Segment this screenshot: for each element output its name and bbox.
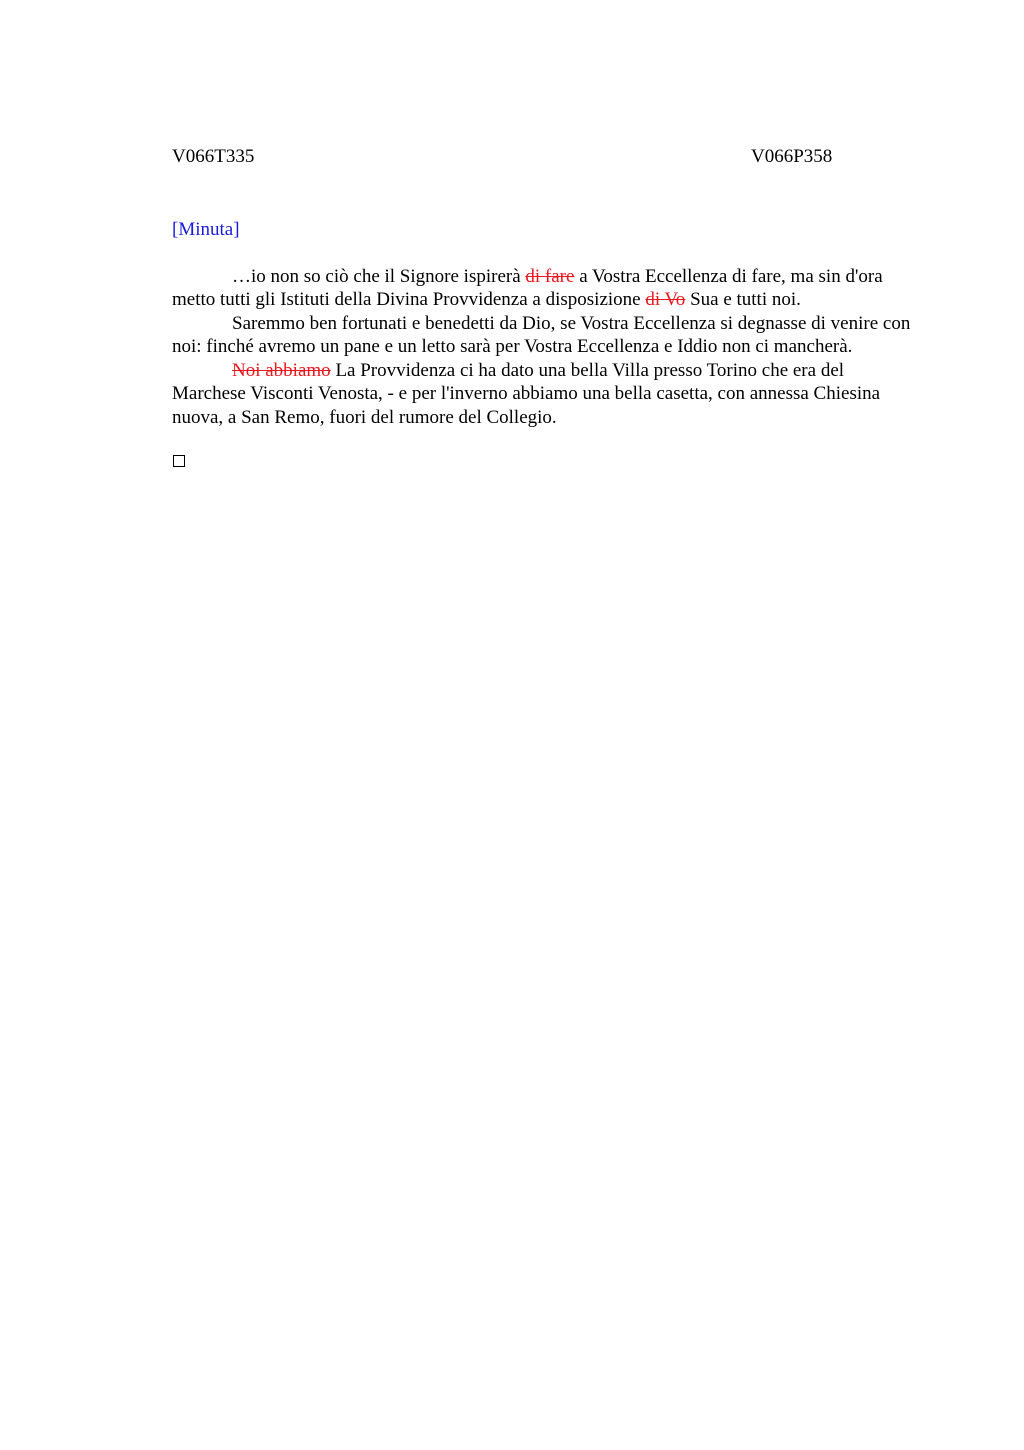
paragraph-3-text: La Provvidenza ci ha dato una bella Villa presso Torino che era del Marchese Visconti Venosta, - e per l'inverno abbiamo una bella casetta, con annessa Chiesina nuova, a San Remo, fuori del rumore del Collegio. [172,359,881,428]
letter-body [172,265,917,430]
paragraph-3 [172,359,917,430]
end-of-document-box [173,455,185,467]
paragraph-2 [172,312,917,359]
paragraph-1-text-c: Sua e tutti noi. [685,289,801,310]
minuta-label: [Minuta] [172,219,240,240]
paragraph-1-text-a: …io non so ciò che il Signore ispirerà [232,265,526,287]
document-code-right: V066P358 [751,146,833,167]
deleted-text: Noi abbiamo [232,359,331,381]
deleted-text: di Vo [645,289,686,310]
paragraph-1 [172,265,917,312]
paragraph-2-text: Saremmo ben fortunati e benedetti da Dio, se Vostra Eccellenza si degnasse di venire con noi: finché avremo un pane e un letto sarà per Vostra Eccellenza e Iddio non ci mancherà. [172,312,911,357]
deleted-text: di fare [525,265,575,287]
paragraph-1-text-b: a Vostra Eccellenza di fare, ma sin d'ora metto tutti gli Istituti della Divina Provvidenza a disposizione [172,265,883,310]
document-code-left: V066T335 [172,146,255,167]
document-page [172,145,917,467]
document-header [172,145,917,171]
